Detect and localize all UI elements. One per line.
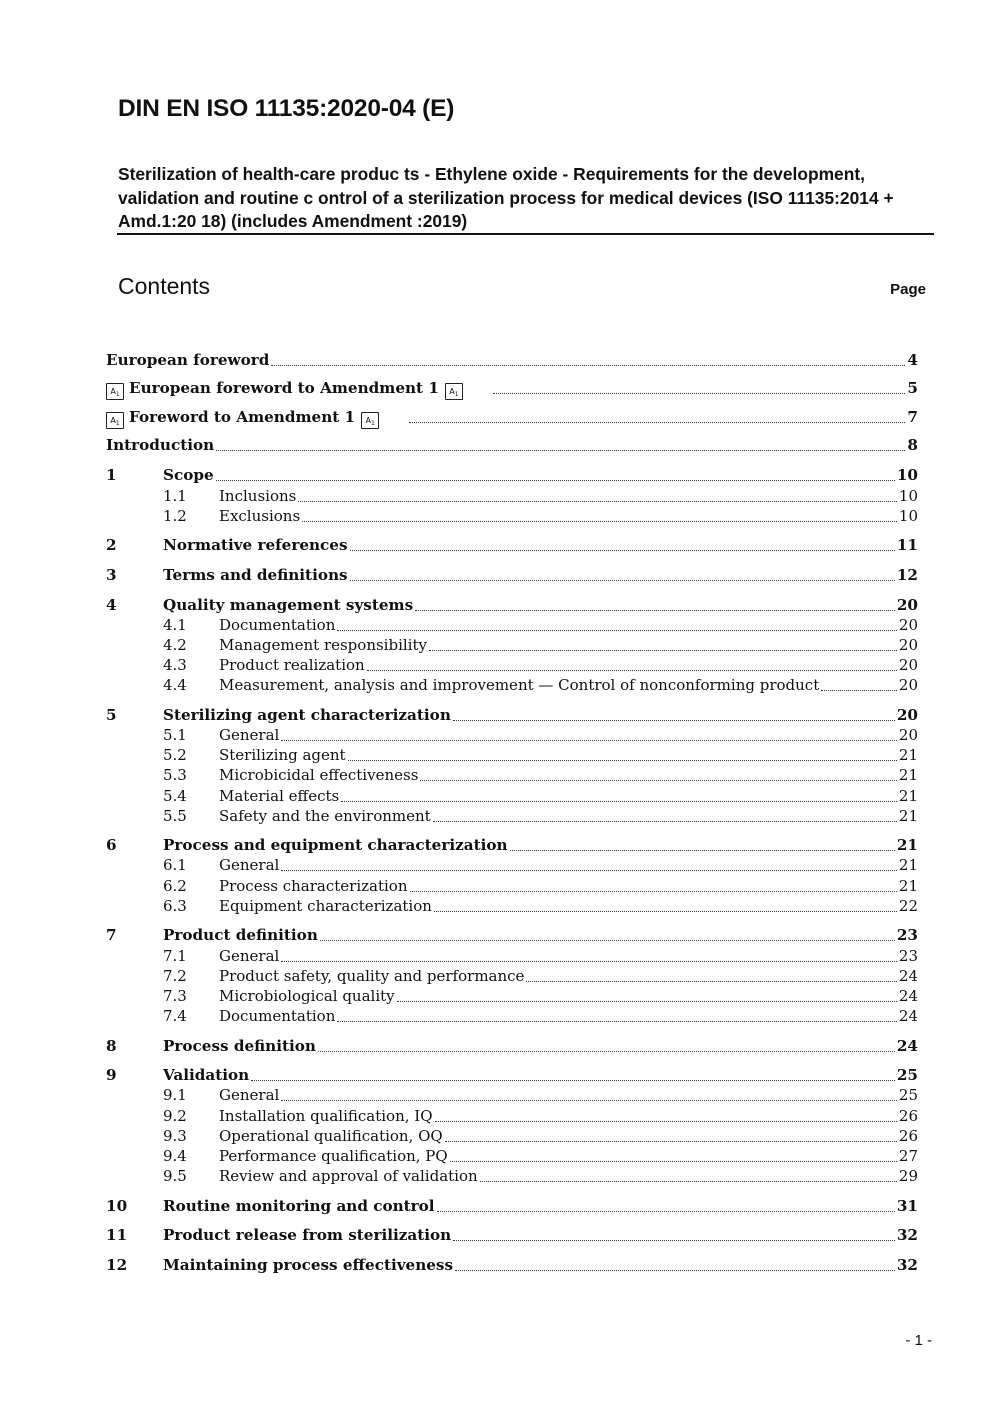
dot-leader bbox=[397, 1001, 897, 1002]
toc-entry[interactable] bbox=[106, 706, 918, 726]
toc-entry-label bbox=[219, 1007, 335, 1025]
toc-page-number: 22 bbox=[898, 897, 918, 915]
toc-entry-label bbox=[219, 1147, 448, 1165]
toc-page-number: 7 bbox=[907, 408, 918, 426]
toc-entry-text: Documentation bbox=[219, 616, 336, 634]
toc-entry-label bbox=[163, 926, 318, 944]
toc-page-number: 10 bbox=[896, 466, 918, 484]
toc-entry[interactable] bbox=[106, 1066, 918, 1086]
toc-entry-label bbox=[163, 1197, 435, 1215]
toc-entry-number: 4.2 bbox=[163, 636, 187, 654]
toc-page-number: 23 bbox=[898, 947, 918, 965]
toc-subentry[interactable] bbox=[106, 1007, 918, 1027]
toc-entry-text: Quality management systems bbox=[163, 596, 414, 614]
toc-entry-label bbox=[163, 706, 451, 724]
toc-entry[interactable] bbox=[106, 1037, 918, 1057]
toc-page-number: 21 bbox=[896, 836, 918, 854]
toc-page-number: 4 bbox=[907, 351, 918, 369]
toc-entry-text: Management responsibility bbox=[219, 636, 427, 654]
toc-entry-label bbox=[219, 507, 300, 525]
toc-entry-text: Exclusions bbox=[219, 507, 301, 525]
toc-entry-number: 7.4 bbox=[163, 1007, 187, 1025]
toc-entry-text: Normative references bbox=[163, 536, 348, 554]
toc-subentry[interactable] bbox=[106, 1127, 918, 1147]
toc-entry-label bbox=[106, 351, 269, 369]
toc-entry-text: Documentation bbox=[219, 1007, 336, 1025]
toc-entry-number: 9.3 bbox=[163, 1127, 187, 1145]
dot-leader bbox=[302, 521, 897, 522]
toc-entry[interactable] bbox=[106, 1226, 918, 1246]
dot-leader bbox=[445, 1141, 897, 1142]
toc-subentry[interactable] bbox=[106, 726, 918, 746]
toc-entry-number: 4.4 bbox=[163, 676, 187, 694]
toc-entry-number: 5.3 bbox=[163, 766, 187, 784]
dot-leader bbox=[493, 393, 906, 394]
toc-entry-label bbox=[219, 947, 279, 965]
dot-leader bbox=[341, 801, 897, 802]
toc-entry-text: Operational qualification, OQ bbox=[219, 1127, 443, 1145]
dot-leader bbox=[409, 422, 905, 423]
dot-leader bbox=[348, 760, 897, 761]
toc-entry-text: Validation bbox=[163, 1066, 250, 1084]
toc-entry-text: Process characterization bbox=[219, 877, 408, 895]
toc-page-number: 21 bbox=[898, 787, 918, 805]
toc-entry-number: 7.3 bbox=[163, 987, 187, 1005]
toc-page-number: 20 bbox=[898, 726, 918, 744]
toc-entry-number: 1.2 bbox=[163, 507, 187, 525]
toc-entry[interactable] bbox=[106, 1197, 918, 1217]
toc-entry-text: Product release from sterilization bbox=[163, 1226, 452, 1244]
dot-leader bbox=[271, 365, 905, 366]
toc-entry-number: 3 bbox=[106, 566, 117, 584]
dot-leader bbox=[437, 1211, 895, 1212]
dot-leader bbox=[410, 891, 897, 892]
toc-entry-number: 1.1 bbox=[163, 487, 187, 505]
toc-entry-number: 12 bbox=[106, 1256, 128, 1274]
toc-entry-text: Performance qualification, PQ bbox=[219, 1147, 448, 1165]
toc-page-number: 23 bbox=[896, 926, 918, 944]
toc-entry-number: 4.3 bbox=[163, 656, 187, 674]
toc-subentry[interactable] bbox=[106, 487, 918, 507]
toc-page-number: 32 bbox=[896, 1256, 918, 1274]
toc-page-number: 8 bbox=[907, 436, 918, 454]
dot-leader bbox=[434, 911, 897, 912]
toc-page-number: 31 bbox=[896, 1197, 918, 1215]
toc-entry-number: 9.4 bbox=[163, 1147, 187, 1165]
toc-subentry[interactable] bbox=[106, 676, 918, 696]
dot-leader bbox=[298, 501, 897, 502]
toc-entry-text: Terms and definitions bbox=[163, 566, 348, 584]
toc-entry-label bbox=[163, 1256, 453, 1274]
dot-leader bbox=[367, 670, 897, 671]
toc-page-number: 20 bbox=[896, 706, 918, 724]
toc-entry-label bbox=[163, 466, 214, 484]
toc-entry-label bbox=[219, 1167, 478, 1185]
toc-entry[interactable] bbox=[106, 566, 918, 586]
toc-page-number: 5 bbox=[907, 379, 918, 397]
toc-entry[interactable] bbox=[106, 408, 918, 428]
toc-subentry[interactable] bbox=[106, 807, 918, 827]
dot-leader bbox=[350, 550, 895, 551]
amendment-start-marker-icon: $A_1$ bbox=[106, 383, 124, 400]
toc-entry-label bbox=[219, 746, 346, 764]
toc-entry-label bbox=[219, 1086, 279, 1104]
toc-entry-text: Product realization bbox=[219, 656, 365, 674]
toc-page-number: 24 bbox=[896, 1037, 918, 1055]
toc-entry-text: Microbiological quality bbox=[219, 987, 395, 1005]
dot-leader bbox=[435, 1121, 897, 1122]
dot-leader bbox=[453, 1240, 895, 1241]
toc-entry-label bbox=[219, 1127, 443, 1145]
toc-entry-text: General bbox=[219, 726, 280, 744]
toc-subentry[interactable] bbox=[106, 636, 918, 656]
dot-leader bbox=[281, 740, 897, 741]
toc-entry[interactable] bbox=[106, 351, 918, 371]
toc-entry-label bbox=[219, 1107, 433, 1125]
toc-entry-number: 9.5 bbox=[163, 1167, 187, 1185]
toc-subentry[interactable] bbox=[106, 656, 918, 676]
toc-entry-text: Measurement, analysis and improvement — Control of nonconforming product bbox=[219, 676, 820, 694]
dot-leader bbox=[281, 1100, 897, 1101]
dot-leader bbox=[337, 1021, 897, 1022]
toc-page-number: 20 bbox=[898, 636, 918, 654]
toc-entry-text: Microbicidal effectiveness bbox=[219, 766, 419, 784]
toc-entry-label bbox=[219, 636, 427, 654]
toc-entry-label bbox=[219, 616, 335, 634]
toc-entry-number: 10 bbox=[106, 1197, 128, 1215]
toc-entry-text: Inclusions bbox=[219, 487, 297, 505]
toc-entry-number: 2 bbox=[106, 536, 117, 554]
toc-subentry[interactable] bbox=[106, 987, 918, 1007]
toc-entry-text: Product safety, quality and performance bbox=[219, 967, 525, 985]
toc-page-number: 20 bbox=[898, 656, 918, 674]
toc-entry-number: 9 bbox=[106, 1066, 117, 1084]
dot-leader bbox=[320, 940, 895, 941]
toc-entry-number: 5.2 bbox=[163, 746, 187, 764]
toc-entry-text: Material effects bbox=[219, 787, 340, 805]
toc-entry-label bbox=[163, 566, 348, 584]
toc-page-number: 20 bbox=[898, 676, 918, 694]
page-column-label: Page bbox=[890, 281, 926, 298]
amendment-end-marker-icon: $A_1$ bbox=[361, 412, 379, 429]
toc-entry-number: 5.5 bbox=[163, 807, 187, 825]
dot-leader bbox=[453, 720, 895, 721]
toc-entry-text: European foreword bbox=[106, 351, 270, 369]
dot-leader bbox=[318, 1051, 895, 1052]
toc-entry-text: General bbox=[219, 1086, 280, 1104]
toc-subentry[interactable] bbox=[106, 1147, 918, 1167]
toc-entry-label bbox=[219, 967, 524, 985]
dot-leader bbox=[281, 870, 897, 871]
toc-subentry[interactable] bbox=[106, 1086, 918, 1106]
toc-entry-number: 5.1 bbox=[163, 726, 187, 744]
amendment-start-marker-icon: $A_1$ bbox=[106, 412, 124, 429]
toc-entry-text: European foreword to Amendment 1 bbox=[129, 379, 439, 397]
toc-subentry[interactable] bbox=[106, 1167, 918, 1187]
toc-page-number: 25 bbox=[898, 1086, 918, 1104]
toc-subentry[interactable] bbox=[106, 766, 918, 786]
toc-entry-number: 9.1 bbox=[163, 1086, 187, 1104]
toc-subentry[interactable] bbox=[106, 856, 918, 876]
dot-leader bbox=[526, 981, 896, 982]
toc-entry-text: General bbox=[219, 856, 280, 874]
toc-entry-label bbox=[219, 987, 395, 1005]
dot-leader bbox=[415, 610, 895, 611]
dot-leader bbox=[337, 630, 897, 631]
toc-page-number: 24 bbox=[898, 1007, 918, 1025]
toc-entry-label bbox=[219, 656, 365, 674]
toc-entry-text: Foreword to Amendment 1 bbox=[129, 408, 356, 426]
toc-entry-label bbox=[219, 807, 431, 825]
toc-page-number: 25 bbox=[896, 1066, 918, 1084]
document-id-title: DIN EN ISO 11135:2020-04 (E) bbox=[118, 95, 455, 122]
toc-entry-number: 7 bbox=[106, 926, 117, 944]
toc-entry-number: 11 bbox=[106, 1226, 128, 1244]
toc-entry-text: Sterilizing agent bbox=[219, 746, 346, 764]
toc-entry[interactable] bbox=[106, 1256, 918, 1276]
toc-entry-text: Routine monitoring and control bbox=[163, 1197, 435, 1215]
toc-entry-label bbox=[163, 596, 413, 614]
toc-entry-label bbox=[219, 877, 408, 895]
toc-page-number: 29 bbox=[898, 1167, 918, 1185]
toc-entry-text: Introduction bbox=[106, 436, 215, 454]
toc-page-number: 10 bbox=[898, 487, 918, 505]
document-subtitle: Sterilization of health-care produc ts - Ethylene oxide - Requirements for the development, validation and routine c ontrol of a sterilization process for medical devices (ISO 11135:2014 + Amd.1:20 18) (includes Amendment :2019) bbox=[118, 164, 894, 231]
toc-page-number: 24 bbox=[898, 967, 918, 985]
toc-page-number: 11 bbox=[896, 536, 918, 554]
toc-entry-label bbox=[219, 676, 819, 694]
toc-entry-text: Installation qualification, IQ bbox=[219, 1107, 433, 1125]
toc-page-number: 21 bbox=[898, 856, 918, 874]
toc-entry[interactable] bbox=[106, 466, 918, 486]
toc-entry-text: Scope bbox=[163, 466, 214, 484]
dot-leader bbox=[350, 580, 895, 581]
toc-entry-label bbox=[163, 1066, 249, 1084]
toc-entry-number: 9.2 bbox=[163, 1107, 187, 1125]
toc-page-number: 24 bbox=[898, 987, 918, 1005]
toc-entry-number: 7.1 bbox=[163, 947, 187, 965]
toc-page-number: 32 bbox=[896, 1226, 918, 1244]
toc-entry[interactable] bbox=[106, 436, 918, 456]
toc-entry-text: Review and approval of validation bbox=[219, 1167, 478, 1185]
dot-leader bbox=[281, 961, 897, 962]
toc-page-number: 20 bbox=[896, 596, 918, 614]
toc-entry-label bbox=[163, 536, 348, 554]
toc-entry[interactable] bbox=[106, 836, 918, 856]
toc-entry-label bbox=[219, 787, 339, 805]
toc-page-number: 12 bbox=[896, 566, 918, 584]
toc-entry[interactable] bbox=[106, 536, 918, 556]
toc-page-number: 21 bbox=[898, 766, 918, 784]
toc-page-number: 26 bbox=[898, 1107, 918, 1125]
toc-page-number: 21 bbox=[898, 807, 918, 825]
toc-subentry[interactable] bbox=[106, 897, 918, 917]
toc-subentry[interactable] bbox=[106, 787, 918, 807]
title-divider bbox=[117, 233, 934, 235]
toc-entry-number: 8 bbox=[106, 1037, 117, 1055]
toc-entry-number: 6.2 bbox=[163, 877, 187, 895]
dot-leader bbox=[429, 650, 897, 651]
toc-entry-text: Process and equipment characterization bbox=[163, 836, 508, 854]
toc-page-number: 10 bbox=[898, 507, 918, 525]
toc-page-number: 20 bbox=[898, 616, 918, 634]
toc-entry-text: Safety and the environment bbox=[219, 807, 431, 825]
dot-leader bbox=[455, 1270, 895, 1271]
toc-entry-number: 4.1 bbox=[163, 616, 187, 634]
toc-subentry[interactable] bbox=[106, 947, 918, 967]
toc-page-number: 26 bbox=[898, 1127, 918, 1145]
amendment-end-marker-icon: $A_1$ bbox=[445, 383, 463, 400]
toc-entry-text: Equipment characterization bbox=[219, 897, 432, 915]
dot-leader bbox=[433, 821, 897, 822]
dot-leader bbox=[251, 1080, 895, 1081]
toc-entry[interactable] bbox=[106, 926, 918, 946]
dot-leader bbox=[450, 1161, 897, 1162]
toc-entry-text: Process definition bbox=[163, 1037, 316, 1055]
toc-subentry[interactable] bbox=[106, 746, 918, 766]
toc-entry-label bbox=[219, 487, 296, 505]
dot-leader bbox=[420, 780, 897, 781]
toc-entry-label bbox=[106, 436, 214, 454]
dot-leader bbox=[480, 1181, 897, 1182]
toc-entry[interactable] bbox=[106, 596, 918, 616]
toc-subentry[interactable] bbox=[106, 1107, 918, 1127]
toc-entry-text: General bbox=[219, 947, 280, 965]
toc-page-number: 21 bbox=[898, 746, 918, 764]
contents-heading: Contents bbox=[118, 273, 211, 299]
toc-entry-label bbox=[219, 897, 432, 915]
toc-entry-label bbox=[163, 1226, 451, 1244]
toc-entry-number: 6.1 bbox=[163, 856, 187, 874]
toc-subentry[interactable] bbox=[106, 616, 918, 636]
toc-entry-label bbox=[106, 408, 379, 429]
toc-entry-label bbox=[219, 726, 279, 744]
toc-entry-label bbox=[219, 766, 418, 784]
toc-entry-label bbox=[219, 856, 279, 874]
dot-leader bbox=[216, 480, 895, 481]
toc-entry-number: 4 bbox=[106, 596, 117, 614]
dot-leader bbox=[216, 450, 905, 451]
toc-subentry[interactable] bbox=[106, 967, 918, 987]
toc-entry-text: Maintaining process effectiveness bbox=[163, 1256, 454, 1274]
dot-leader bbox=[821, 690, 897, 691]
toc-page-number: 27 bbox=[898, 1147, 918, 1165]
toc-page-number: 21 bbox=[898, 877, 918, 895]
toc-entry-number: 1 bbox=[106, 466, 117, 484]
dot-leader bbox=[510, 850, 895, 851]
toc-entry-label bbox=[106, 379, 463, 400]
toc-entry-number: 6 bbox=[106, 836, 117, 854]
toc-subentry[interactable] bbox=[106, 877, 918, 897]
toc-entry-number: 6.3 bbox=[163, 897, 187, 915]
toc-entry-text: Product definition bbox=[163, 926, 318, 944]
toc-entry-number: 5 bbox=[106, 706, 117, 724]
page-number: - 1 - bbox=[905, 1332, 932, 1349]
toc-entry-label bbox=[163, 836, 508, 854]
toc-entry-number: 5.4 bbox=[163, 787, 187, 805]
toc-entry[interactable] bbox=[106, 379, 918, 399]
toc-subentry[interactable] bbox=[106, 507, 918, 527]
toc-entry-label bbox=[163, 1037, 316, 1055]
toc-entry-text: Sterilizing agent characterization bbox=[163, 706, 451, 724]
toc-entry-number: 7.2 bbox=[163, 967, 187, 985]
